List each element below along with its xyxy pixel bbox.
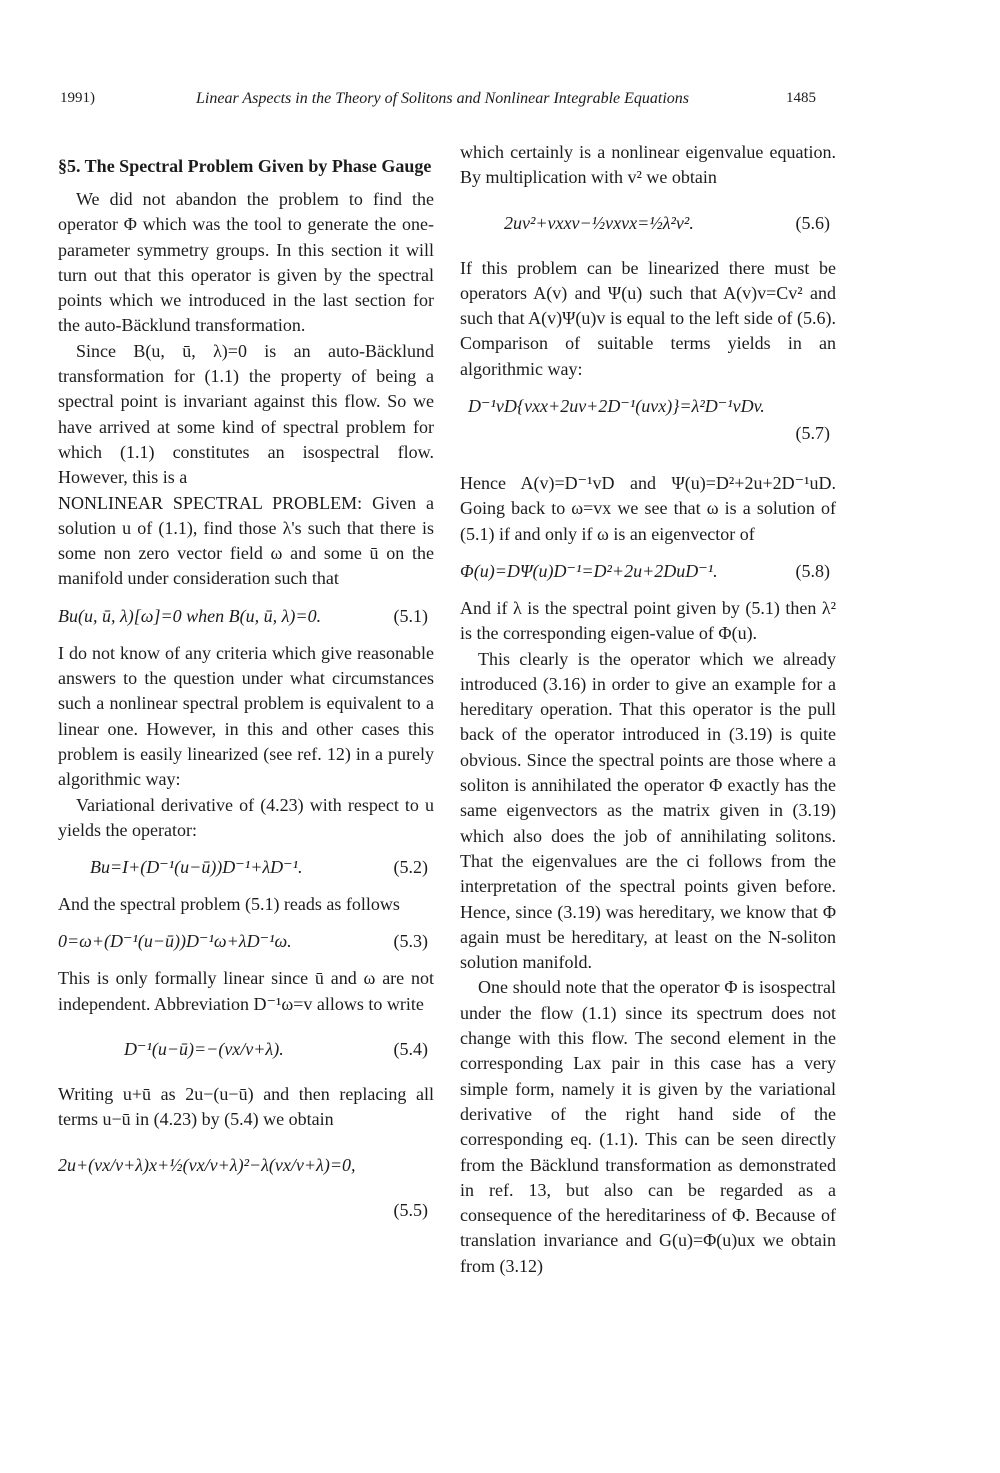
equation-body: Bu(u, ū, λ)[ω]=0 when B(u, ū, λ)=0. [58, 605, 322, 626]
equation-5-5 [58, 1155, 434, 1176]
equation-number: (5.7) [795, 423, 830, 444]
right-column [460, 140, 836, 1279]
equation-number: (5.2) [393, 857, 428, 878]
equation-5-2 [58, 857, 434, 878]
section-title: §5. The Spectral Problem Given by Phase Gauge [58, 156, 432, 176]
equation-body: Bu=I+(D⁻¹(u−ū))D⁻¹+λD⁻¹. [90, 857, 303, 878]
paragraph: We did not abandon the problem to find the operator Φ which was the tool to generate the one-parameter symmetry groups. In this section it will turn out that this operator is given by the spectral points which we introduced in the last section for the auto-Bäcklund transformation. [58, 189, 434, 336]
equation-5-6 [460, 213, 836, 234]
running-header-title: Linear Aspects in the Theory of Solitons and Nonlinear Integrable Equations [196, 90, 690, 107]
equation-5-8 [460, 561, 836, 582]
equation-body: 0=ω+(D⁻¹(u−ū))D⁻¹ω+λD⁻¹ω. [58, 931, 292, 952]
page-number: 1485 [786, 90, 816, 106]
equation-number: (5.8) [795, 560, 830, 581]
paragraph: Since B(u, ū, λ)=0 is an auto-Bäcklund transformation for (1.1) the property of being a spectral point is invariant against this flow. So we have arrived at some kind of spectral problem for which (1.1) constitutes an isospectral flow. However, this is a [58, 340, 434, 488]
equation-5-4 [58, 1039, 434, 1060]
equation-5-7-number-line [460, 417, 836, 457]
equation-5-3 [58, 931, 434, 952]
paragraph: One should note that the operator Φ is isospectral under the flow (1.1) since its spectrum does not change with this flow. The second element in the corresponding Lax pair in this case has a very simple form, namely it is given by the variational derivative of the right hand side of the corresponding eq. (1.1). This can be seen directly from the Bäcklund transformation as demonstrated in ref. 13, but also can be regarded as a consequence of the hereditariness of Φ. Because of translation invariance and G(u)=Φ(u)ux we obtain from (3.12) [460, 977, 836, 1276]
paragraph: Hence A(v)=D⁻¹vD and Ψ(u)=D²+2u+2D⁻¹uD. Going back to ω=vx we see that ω is a solution of (5.1) if and only if ω is an eigenvector of [460, 473, 836, 544]
paragraph: which certainly is a nonlinear eigenvalue equation. By multiplication with v² we obtain [460, 142, 836, 188]
paragraph: And the spectral problem (5.1) reads as follows [58, 894, 400, 915]
left-column [58, 140, 434, 1226]
paragraph: I do not know of any criteria which give reasonable answers to the question under what circumstances such a nonlinear spectral problem is equivalent to a linear one. However, in this and other cases this problem is easily linearized (see ref. 12) in a purely algorithmic way: [58, 642, 434, 790]
equation-number: (5.4) [393, 1039, 428, 1060]
equation-body: D⁻¹vD{vxx+2uv+2D⁻¹(uvx)}=λ²D⁻¹vDv. [468, 396, 765, 417]
equation-number: (5.1) [393, 605, 428, 626]
equation-number: (5.6) [795, 212, 830, 233]
equation-body: 2u+(vx/v+λ)x+½(vx/v+λ)²−λ(vx/v+λ)=0, [58, 1154, 356, 1175]
paragraph: And if λ is the spectral point given by (5.1) then λ² is the corresponding eigen-value of Φ(u). [460, 597, 836, 644]
paragraph: Variational derivative of (4.23) with respect to u yields the operator: [58, 794, 434, 840]
equation-number: (5.3) [393, 931, 428, 952]
equation-5-1 [58, 606, 434, 627]
equation-5-7 [460, 396, 836, 417]
paragraph: If this problem can be linearized there must be operators A(v) and Ψ(u) such that A(v)v=Cv² and such that A(v)Ψ(u)v is equal to the left side of (5.6). Comparison of suitable terms yields in an algorithmic way: [460, 257, 836, 379]
paragraph: NONLINEAR SPECTRAL PROBLEM: Given a solution u of (1.1), find those λ's such that there is some non zero vector field ω and some ū on the manifold under consideration such that [58, 492, 434, 589]
equation-5-5-number-line [58, 1176, 434, 1226]
running-header-year: 1991) [60, 90, 95, 106]
paragraph: This clearly is the operator which we already introduced (3.16) in order to give an example for a hereditary operation. That this operator is the pull back of the operator introduced in (3.19) is quite obvious. Since the spectral points are those where a soliton is annihilated the operator Φ exactly has the same eigenvectors as the matrix given in (3.19) which also does the job of annihilating solitons. That the eigenvalues are the ci follows from the interpretation of the spectral points given before. Hence, since (3.19) was hereditary, we know that Φ again must be hereditary, at least on the N-soliton solution manifold. [460, 648, 836, 973]
equation-body: 2uv²+vxxv−½vxvx=½λ²v². [504, 212, 694, 233]
paragraph: Writing u+ū as 2u−(u−ū) and then replacing all terms u−ū in (4.23) by (5.4) we obtain [58, 1084, 434, 1130]
equation-body: D⁻¹(u−ū)=−(vx/v+λ). [124, 1039, 284, 1060]
equation-number: (5.5) [393, 1199, 428, 1220]
paragraph: This is only formally linear since ū and ω are not independent. Abbreviation D⁻¹ω=v allows to write [58, 968, 434, 1014]
equation-body: Φ(u)=DΨ(u)D⁻¹=D²+2u+2DuD⁻¹. [460, 560, 718, 581]
